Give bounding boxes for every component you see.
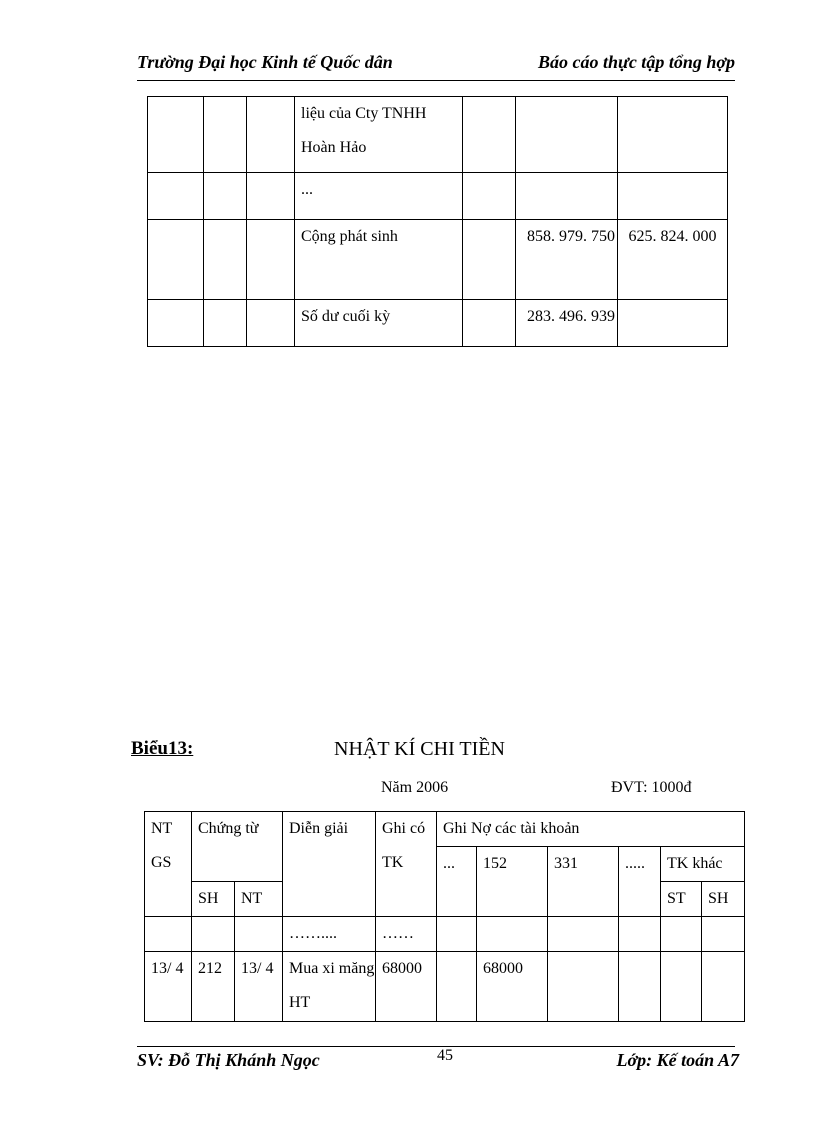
- col-ghi-co-tk: Ghi có TK: [376, 812, 437, 917]
- total-debit-value: 858. 979. 750: [516, 220, 618, 300]
- table-cell: [145, 917, 192, 952]
- table-cell: [247, 300, 295, 347]
- table-row: [145, 917, 745, 952]
- table-cell: [192, 917, 235, 952]
- table-cell: [463, 97, 516, 173]
- col-152: 152: [477, 847, 548, 917]
- total-credit-value: 625. 824. 000: [618, 220, 728, 300]
- journal-title: NHẬT KÍ CHI TIỀN: [334, 738, 505, 760]
- col-dien-giai: Diễn giải: [283, 812, 376, 917]
- table-cell: 13/ 4: [145, 952, 192, 1022]
- table-cell: [235, 917, 283, 952]
- table-row: [148, 173, 728, 220]
- table-cell: [148, 97, 204, 173]
- table-cell: [618, 97, 728, 173]
- table-row: [148, 300, 728, 347]
- table-cell: [463, 300, 516, 347]
- footer-rule: [137, 1046, 735, 1047]
- table-row: [148, 220, 728, 300]
- table-cell: [148, 220, 204, 300]
- table-cell: Cộng phát sinh: [295, 220, 463, 300]
- header-report-title: Báo cáo thực tập tổng hợp: [538, 52, 735, 72]
- year-label: Năm 2006: [381, 779, 449, 796]
- table-cell: [661, 917, 702, 952]
- table-cell: [148, 300, 204, 347]
- table-cell: [204, 300, 247, 347]
- table-cell: [204, 220, 247, 300]
- col-dots-1: ...: [437, 847, 477, 917]
- col-nt: NT: [235, 882, 283, 917]
- table-cell: 68000: [477, 952, 548, 1022]
- col-tk-khac: TK khác: [661, 847, 745, 882]
- footer-student: SV: Đỗ Thị Khánh Ngọc: [137, 1050, 320, 1070]
- table-cell: [247, 97, 295, 173]
- col-st: ST: [661, 882, 702, 917]
- table-cell: ...: [295, 173, 463, 220]
- table-cell: Số dư cuối kỳ: [295, 300, 463, 347]
- table-cell: [618, 300, 728, 347]
- col-chung-tu: Chứng từ: [192, 812, 283, 882]
- header-rule: [137, 80, 735, 81]
- table-cell: [548, 917, 619, 952]
- col-331: 331: [548, 847, 619, 917]
- table-cell: [619, 952, 661, 1022]
- table-cell: [516, 173, 618, 220]
- col-sh: SH: [192, 882, 235, 917]
- col-dots-2: .....: [619, 847, 661, 917]
- table-cell: [702, 952, 745, 1022]
- col-nt-gs: NT GS: [145, 812, 192, 917]
- table-cell: [661, 952, 702, 1022]
- table-cell: 212: [192, 952, 235, 1022]
- table-cell: [204, 97, 247, 173]
- table-cell: [548, 952, 619, 1022]
- table-cell: 68000: [376, 952, 437, 1022]
- table-cell: [148, 173, 204, 220]
- cash-payment-journal-table: [144, 811, 745, 1022]
- table-cell: 13/ 4: [235, 952, 283, 1022]
- table-cell: ……: [376, 917, 437, 952]
- table-header-row: [145, 812, 745, 847]
- table-row: [145, 952, 745, 1022]
- col-ghi-no: Ghi Nợ các tài khoản: [437, 812, 745, 847]
- table-cell: [247, 220, 295, 300]
- table-cell: [437, 917, 477, 952]
- col-sh-2: SH: [702, 882, 745, 917]
- ledger-table-continued: [147, 96, 728, 347]
- table-cell: [516, 97, 618, 173]
- footer-class: Lớp: Kế toán A7: [616, 1050, 739, 1070]
- table-cell: [437, 952, 477, 1022]
- table-row: [148, 97, 728, 173]
- closing-balance-value: 283. 496. 939: [516, 300, 618, 347]
- table-cell: [247, 173, 295, 220]
- table-cell: ……....: [283, 917, 376, 952]
- table-cell: [618, 173, 728, 220]
- header-school: Trường Đại học Kinh tế Quốc dân: [137, 52, 393, 72]
- table-cell: liệu của Cty TNHH Hoàn Hảo: [295, 97, 463, 173]
- unit-label: ĐVT: 1000đ: [611, 779, 692, 796]
- table-cell: [204, 173, 247, 220]
- table-cell: [463, 173, 516, 220]
- table-cell: [463, 220, 516, 300]
- table-cell: [702, 917, 745, 952]
- table-cell: [619, 917, 661, 952]
- section-title-row: [131, 738, 731, 768]
- table-cell: Mua xi măng HT: [283, 952, 376, 1022]
- page-number: 45: [437, 1047, 453, 1064]
- table-cell: [477, 917, 548, 952]
- figure-label: Biểu13:: [131, 738, 194, 759]
